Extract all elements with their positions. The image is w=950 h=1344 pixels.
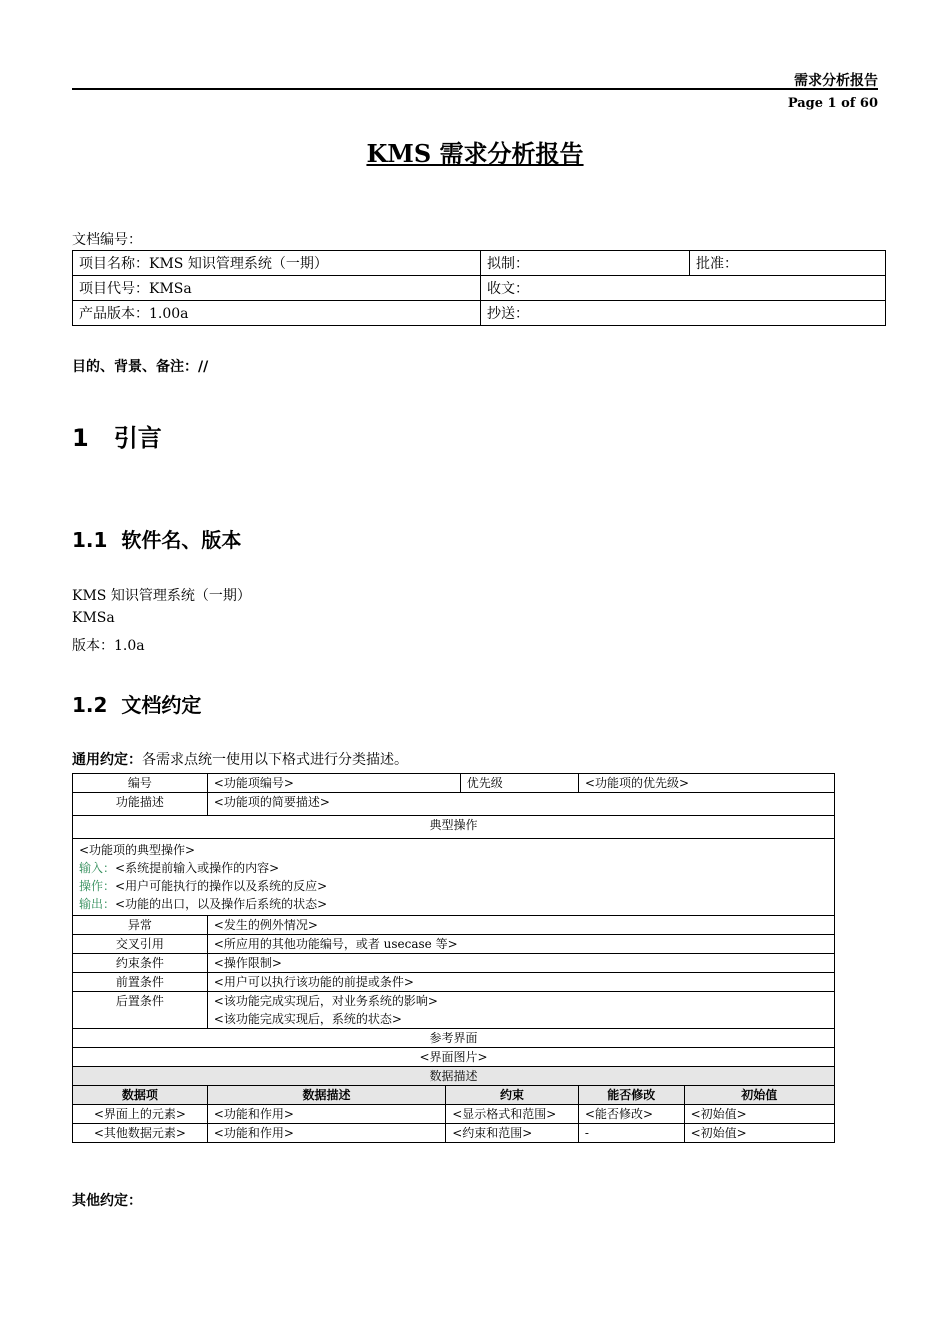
xref-label: 交叉引用 <box>73 935 208 954</box>
table-row <box>73 1105 835 1124</box>
constraint-value: <操作限制> <box>207 954 834 973</box>
table-row <box>73 1067 835 1086</box>
approver-cell: 批准： <box>690 251 886 276</box>
data-cell: - <box>578 1124 684 1143</box>
software-name: KMS 知识管理系统（一期） <box>72 588 251 604</box>
software-code: KMSa <box>72 610 115 626</box>
meta-table <box>72 250 886 326</box>
software-version: 版本：1.0a <box>72 638 145 654</box>
section-number: 1.1 <box>72 528 108 552</box>
priority-value: <功能项的优先级> <box>578 774 834 793</box>
exception-label: 异常 <box>73 916 208 935</box>
table-row <box>73 935 835 954</box>
document-title: KMS 需求分析报告 <box>366 139 584 168</box>
typical-ops-header: 典型操作 <box>73 816 835 839</box>
requirement-template-table <box>72 773 835 1143</box>
data-desc-header: 数据描述 <box>73 1067 835 1086</box>
section-1-heading <box>72 418 162 453</box>
desc-value: <功能项的简要描述> <box>207 793 834 816</box>
purpose-note: 目的、背景、备注：// <box>72 359 209 375</box>
col-header-initial: 初始值 <box>684 1086 834 1105</box>
table-row <box>73 816 835 839</box>
table-row <box>73 954 835 973</box>
general-label: 通用约定： <box>72 752 142 768</box>
col-header-editable: 能否修改 <box>578 1086 684 1105</box>
postcondition-line-2: <该功能完成实现后，系统的状态> <box>213 1012 402 1026</box>
section-title: 软件名、版本 <box>121 528 242 552</box>
table-row <box>73 839 835 916</box>
data-cell: <功能和作用> <box>207 1124 445 1143</box>
table-row <box>73 774 835 793</box>
data-cell: <功能和作用> <box>207 1105 445 1124</box>
input-line <box>79 859 828 877</box>
data-cell: <显示格式和范围> <box>446 1105 579 1124</box>
data-cell: <约束和范围> <box>446 1124 579 1143</box>
ui-ref-header: 参考界面 <box>73 1029 835 1048</box>
output-label: 输出： <box>79 897 116 911</box>
precondition-value: <用户可以执行该功能的前提或条件> <box>207 973 834 992</box>
data-cell: <能否修改> <box>578 1105 684 1124</box>
xref-value: <所应用的其他功能编号，或者 usecase 等> <box>207 935 834 954</box>
table-row <box>73 1086 835 1105</box>
general-text: 各需求点统一使用以下格式进行分类描述。 <box>142 752 408 768</box>
section-1-1-heading <box>72 524 241 553</box>
drafter-cell: 拟制： <box>481 251 690 276</box>
col-header-data-desc: 数据描述 <box>207 1086 445 1105</box>
postcondition-label: 后置条件 <box>73 992 208 1029</box>
general-convention <box>72 749 408 769</box>
typical-ops-title: <功能项的典型操作> <box>79 843 196 857</box>
data-cell: <界面上的元素> <box>73 1105 208 1124</box>
operation-label: 操作： <box>79 879 116 893</box>
section-title: 引言 <box>113 424 162 452</box>
typical-ops-content <box>73 839 835 916</box>
project-name-cell: 项目名称：KMS 知识管理系统（一期） <box>73 251 481 276</box>
data-cell: <初始值> <box>684 1124 834 1143</box>
section-number: 1.2 <box>72 693 108 717</box>
running-header-title: 需求分析报告 <box>794 73 878 89</box>
table-row <box>73 1124 835 1143</box>
table-row <box>73 301 886 326</box>
table-row <box>73 1048 835 1067</box>
ui-ref-value: <界面图片> <box>73 1048 835 1067</box>
col-header-data-item: 数据项 <box>73 1086 208 1105</box>
input-label: 输入： <box>79 861 116 875</box>
table-row <box>73 916 835 935</box>
table-row <box>73 251 886 276</box>
priority-label: 优先级 <box>460 774 578 793</box>
id-label: 编号 <box>73 774 208 793</box>
input-value: <系统提前输入或操作的内容> <box>115 861 280 875</box>
page-number: Page 1 of 60 <box>787 96 878 111</box>
col-header-constraint: 约束 <box>446 1086 579 1105</box>
output-line <box>79 895 828 913</box>
postcondition-line-1: <该功能完成实现后，对业务系统的影响> <box>213 994 438 1008</box>
other-conventions: 其他约定： <box>72 1193 142 1209</box>
section-1-2-heading <box>72 689 201 718</box>
postcondition-value <box>207 992 834 1029</box>
received-cell: 收文： <box>481 276 886 301</box>
section-title: 文档约定 <box>121 693 202 717</box>
project-code-cell: 项目代号：KMSa <box>73 276 481 301</box>
table-row <box>73 1029 835 1048</box>
data-cell: <其他数据元素> <box>73 1124 208 1143</box>
section-number: 1 <box>72 424 89 452</box>
operation-value: <用户可能执行的操作以及系统的反应> <box>115 879 328 893</box>
table-row <box>73 276 886 301</box>
cc-cell: 抄送： <box>481 301 886 326</box>
constraint-label: 约束条件 <box>73 954 208 973</box>
data-cell: <初始值> <box>684 1105 834 1124</box>
doc-number-label: 文档编号： <box>72 232 142 248</box>
exception-value: <发生的例外情况> <box>207 916 834 935</box>
table-row <box>73 992 835 1029</box>
header-rule <box>72 88 878 90</box>
product-version-cell: 产品版本：1.00a <box>73 301 481 326</box>
table-row <box>73 973 835 992</box>
precondition-label: 前置条件 <box>73 973 208 992</box>
table-row <box>73 793 835 816</box>
id-value: <功能项编号> <box>207 774 460 793</box>
output-value: <功能的出口，以及操作后系统的状态> <box>115 897 328 911</box>
desc-label: 功能描述 <box>73 793 208 816</box>
operation-line <box>79 877 828 895</box>
